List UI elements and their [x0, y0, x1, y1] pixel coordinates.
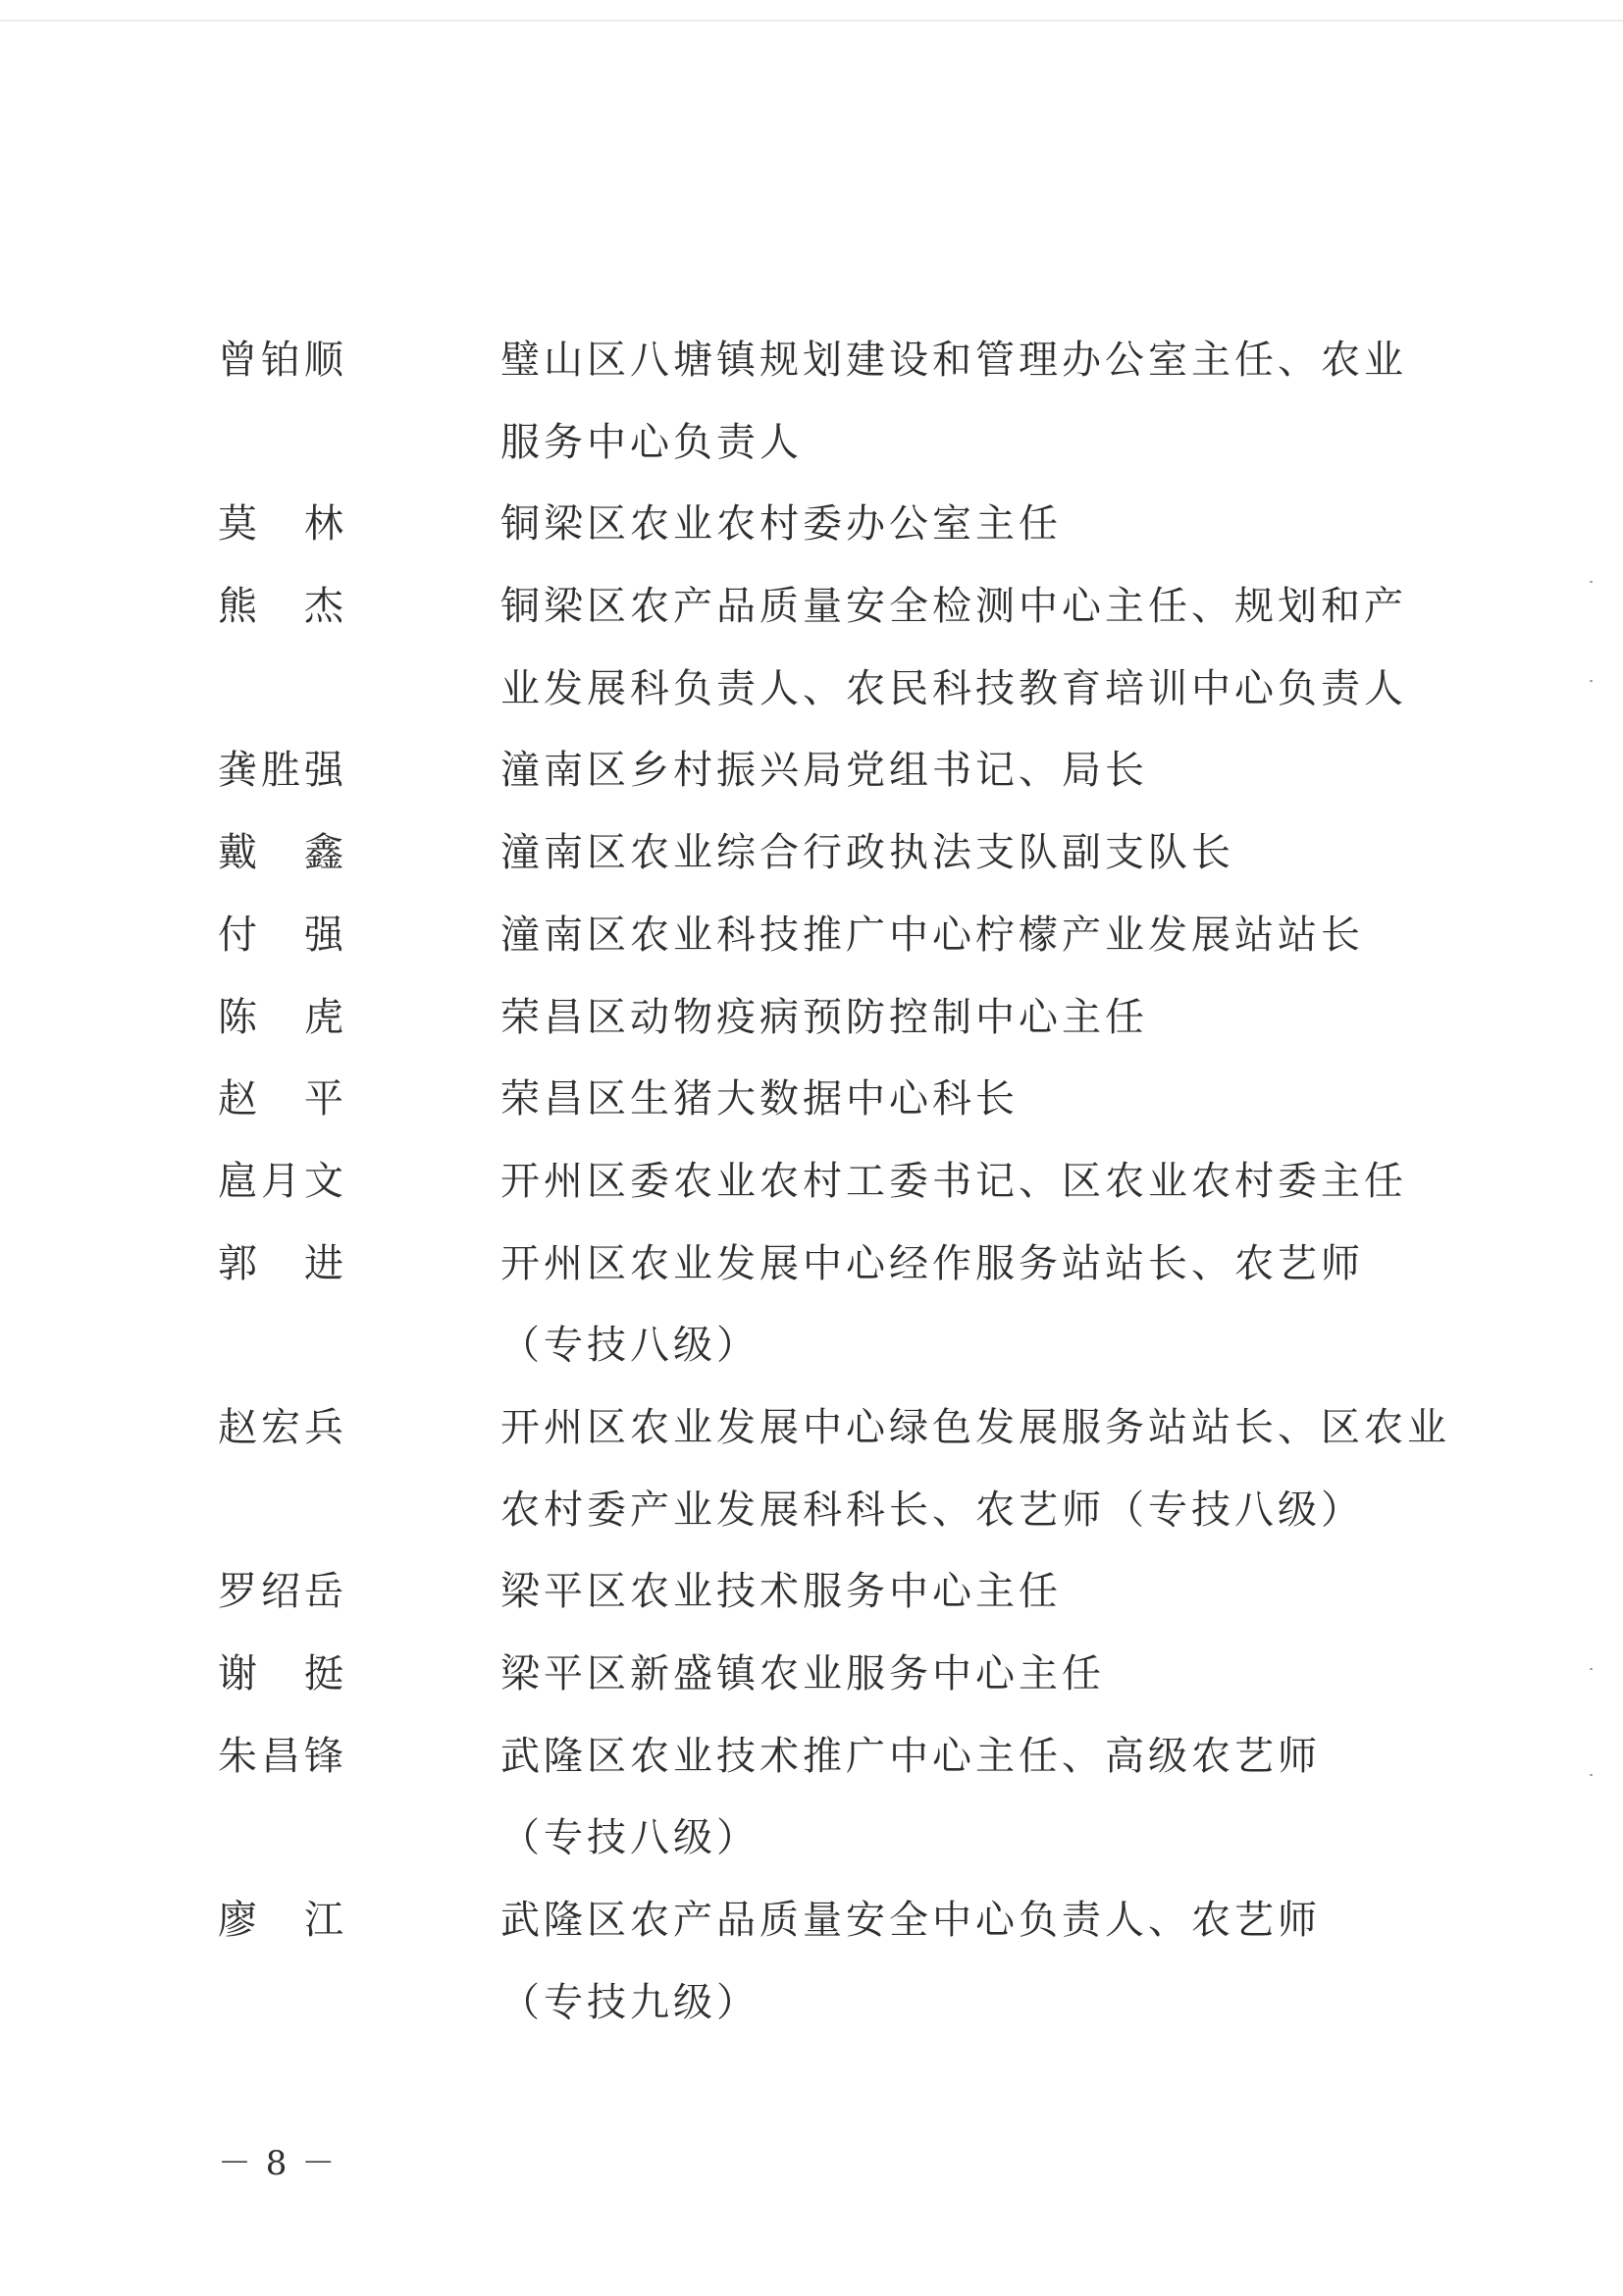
position-description: [500, 730, 1148, 812]
position-description: [500, 1551, 1062, 1634]
list-item: [218, 1224, 1450, 1387]
position-description: [500, 320, 1407, 484]
list-item: [218, 730, 1450, 812]
position-description: [500, 1880, 1321, 2044]
list-item: [218, 566, 1450, 730]
person-name: 戴 鑫: [218, 830, 347, 876]
person-name: 曾铂顺: [218, 338, 347, 383]
person-name: 陈 虎: [218, 994, 347, 1040]
position-line: 武隆区农产品质量安全中心负责人、农艺师: [500, 1898, 1321, 1944]
position-line: 农村委产业发展科科长、农艺师（专技八级）: [500, 1487, 1364, 1533]
person-name: 龚胜强: [218, 748, 347, 794]
person-name: 扈月文: [218, 1158, 347, 1204]
list-item: [218, 1059, 1450, 1141]
person-name: 付 强: [218, 912, 347, 958]
position-line: 梁平区新盛镇农业服务中心主任: [500, 1651, 1105, 1696]
position-description: [500, 1634, 1105, 1716]
position-description: [500, 566, 1407, 730]
position-line: 荣昌区动物疫病预防控制中心主任: [500, 994, 1148, 1040]
list-item: [218, 1551, 1450, 1634]
position-line: 服务中心负责人: [500, 419, 803, 465]
scan-speck: [1590, 1774, 1593, 1776]
scan-speck: [1590, 581, 1593, 583]
list-item: [218, 320, 1450, 484]
person-name: 赵 平: [218, 1076, 347, 1122]
position-description: [500, 977, 1148, 1060]
position-line: 武隆区农业技术推广中心主任、高级农艺师: [500, 1733, 1321, 1779]
position-line: 开州区农业发展中心经作服务站站长、农艺师: [500, 1240, 1364, 1286]
scan-speck: [1590, 680, 1593, 682]
position-line: 璧山区八塘镇规划建设和管理办公室主任、农业: [500, 338, 1407, 383]
position-line: 开州区委农业农村工委书记、区农业农村委主任: [500, 1158, 1407, 1204]
position-description: [500, 1141, 1407, 1224]
page-number: － 8 －: [218, 2144, 338, 2183]
person-name: 谢 挺: [218, 1651, 347, 1696]
position-line: 潼南区乡村振兴局党组书记、局长: [500, 748, 1148, 794]
personnel-list: [218, 320, 1450, 2044]
position-line: 潼南区农业综合行政执法支队副支队长: [500, 830, 1234, 876]
list-item: [218, 1716, 1450, 1880]
position-line: 荣昌区生猪大数据中心科长: [500, 1076, 1019, 1122]
list-item: [218, 1634, 1450, 1716]
position-line: 潼南区农业科技推广中心柠檬产业发展站站长: [500, 912, 1364, 958]
scan-speck: [1590, 1668, 1593, 1670]
list-item: [218, 895, 1450, 977]
position-description: [500, 1716, 1321, 1880]
position-line: （专技八级）: [500, 1323, 759, 1369]
position-line: 业发展科负责人、农民科技教育培训中心负责人: [500, 665, 1407, 711]
position-line: （专技八级）: [500, 1815, 759, 1861]
list-item: [218, 484, 1450, 566]
list-item: [218, 1387, 1450, 1551]
position-description: [500, 484, 1062, 566]
person-name: 莫 林: [218, 501, 347, 548]
person-name: 朱昌锋: [218, 1733, 347, 1779]
list-item: [218, 812, 1450, 895]
person-name: 罗绍岳: [218, 1569, 347, 1615]
person-name: 熊 杰: [218, 584, 347, 630]
position-description: [500, 1224, 1364, 1387]
list-item: [218, 977, 1450, 1060]
list-item: [218, 1880, 1450, 2044]
position-line: 铜梁区农产品质量安全检测中心主任、规划和产: [500, 584, 1407, 630]
position-description: [500, 812, 1234, 895]
position-line: 开州区农业发展中心绿色发展服务站站长、区农业: [500, 1404, 1450, 1450]
person-name: 赵宏兵: [218, 1404, 347, 1450]
person-name: 廖 江: [218, 1898, 347, 1944]
position-description: [500, 895, 1364, 977]
position-line: 铜梁区农业农村委办公室主任: [500, 501, 1062, 548]
position-description: [500, 1387, 1450, 1551]
scan-top-rule: [0, 20, 1623, 22]
position-line: 梁平区农业技术服务中心主任: [500, 1569, 1062, 1615]
person-name: 郭 进: [218, 1240, 347, 1286]
position-line: （专技九级）: [500, 1979, 759, 2025]
list-item: [218, 1141, 1450, 1224]
position-description: [500, 1059, 1019, 1141]
